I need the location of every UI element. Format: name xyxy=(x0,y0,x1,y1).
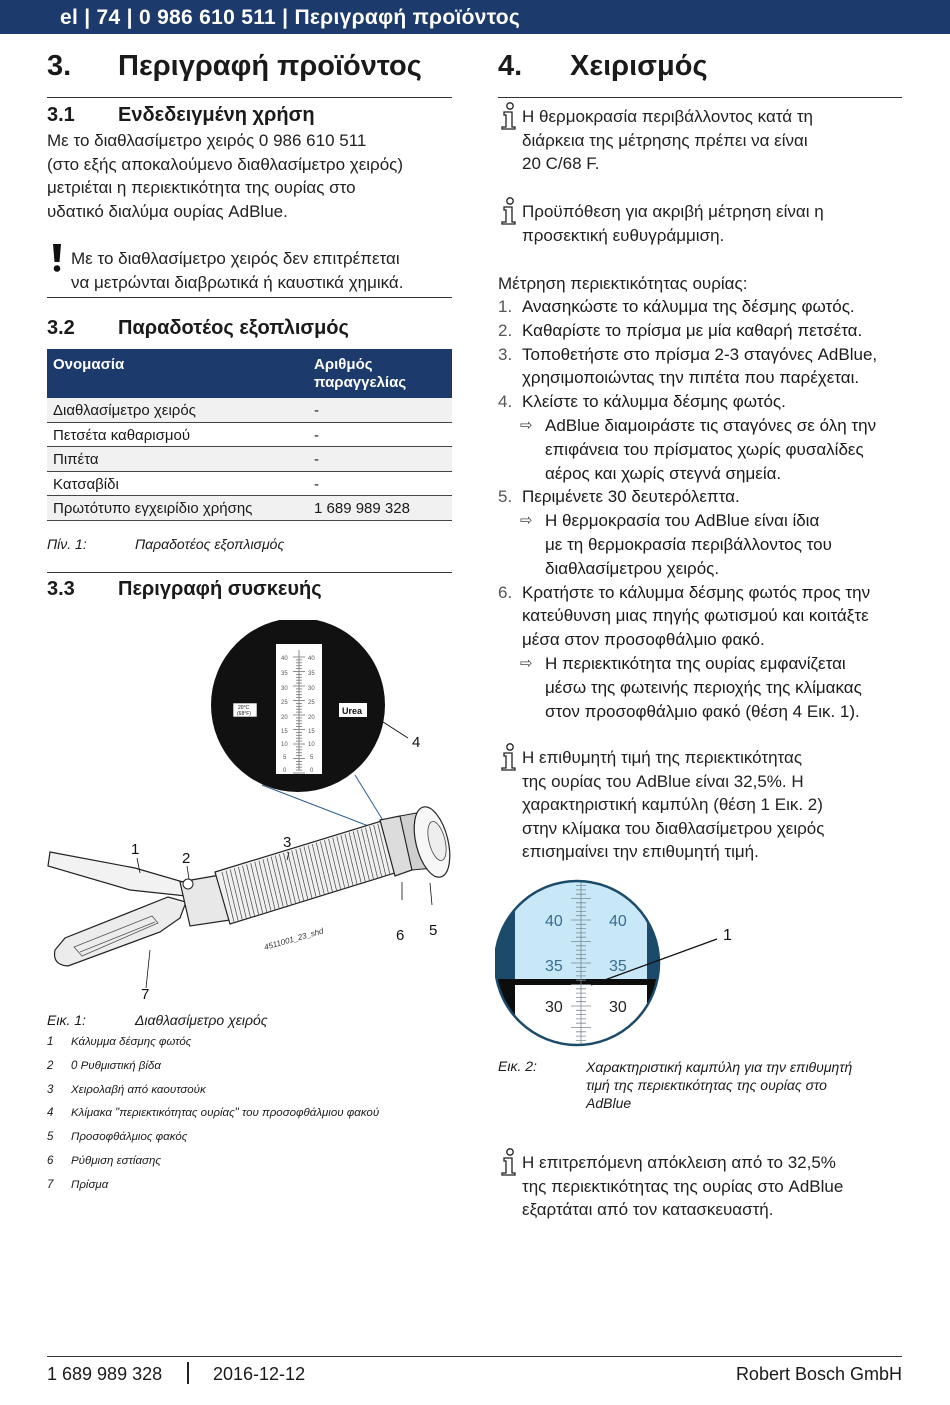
table-header-order-number xyxy=(314,356,406,392)
step-result-continuation xyxy=(498,557,877,581)
note-line: της περιεκτικότητας της ουρίας στο AdBlue xyxy=(522,1176,844,1196)
figure-2-label-40-right: 40 xyxy=(609,913,627,930)
note-line: επισημαίνει την επιθυμητή τιμή. xyxy=(522,842,759,861)
urea-label: Urea xyxy=(342,706,363,716)
table-row xyxy=(47,423,452,448)
warning-line: να μετρώνται διαβρωτικά ή καυστικά χημικά. xyxy=(71,272,404,292)
note-line: χαρακτηριστική καμπύλη (θέση 1 Εικ. 2) xyxy=(522,795,823,814)
step-text: Ανασηκώστε το κάλυμμα της δέσμης φωτός. xyxy=(522,297,855,316)
step-item xyxy=(498,485,877,509)
note-line: διάρκεια της μέτρησης πρέπει να είναι xyxy=(522,130,808,150)
figure-2-label-30-left: 30 xyxy=(545,999,563,1016)
section-3-2-title: Παραδοτέος εξοπλισμός xyxy=(118,317,349,339)
note-line: της ουρίας του AdBlue είναι 32,5%. Η xyxy=(522,771,804,791)
table-row xyxy=(47,496,452,521)
legend-text: 0 Ρυθμιστική βίδα xyxy=(71,1060,161,1072)
note-line: 20 C/68 F. xyxy=(522,154,600,173)
legend-number: 3 xyxy=(47,1084,54,1096)
section-3-rule xyxy=(47,97,452,98)
result-text: με τη θερμοκρασία περιβάλλοντος του xyxy=(545,534,832,554)
figure-1-callout: 1 xyxy=(131,841,140,858)
table-cell-number: - xyxy=(314,475,319,493)
table-cell-name: Κατσαβίδι xyxy=(53,475,119,493)
footer-company: Robert Bosch GmbH xyxy=(735,1364,902,1384)
step-number: 6. xyxy=(498,582,513,602)
step-number: 1. xyxy=(498,297,513,316)
legend-text: Χειρολαβή από καουτσούκ xyxy=(71,1084,206,1096)
table-cell-name: Διαθλασίμετρο χειρός xyxy=(53,402,196,419)
table-row xyxy=(47,398,452,423)
scope-of-delivery-table xyxy=(47,349,452,521)
scale-label-left: 10 xyxy=(281,742,288,748)
step-result-continuation xyxy=(498,700,877,724)
step-item xyxy=(498,581,877,605)
temp-label-celsius: 20°C xyxy=(238,705,250,711)
figure-2-callout: 1 xyxy=(723,927,732,944)
info-icon xyxy=(497,102,517,130)
intended-use-line: (στο εξής αποκαλούμενο διαθλασίμετρο χειρός) xyxy=(47,154,404,174)
legend-text: Πρίσμα xyxy=(71,1179,109,1191)
step-result-continuation xyxy=(498,676,877,700)
step-item xyxy=(498,343,877,367)
step-number: 5. xyxy=(498,487,513,507)
intended-use-line: υδατικό διαλύμα ουρίας AdBlue. xyxy=(47,201,288,221)
legend-number: 2 xyxy=(47,1060,54,1072)
footer-doc-number: 1 689 989 328 xyxy=(47,1364,163,1384)
section-4-title: Χειρισμός xyxy=(570,50,708,82)
table-cell-number: 1 689 989 328 xyxy=(314,500,410,518)
table-cell-number: - xyxy=(314,451,319,469)
scale-label-right: 0 xyxy=(310,768,314,774)
note-line: εξαρτάται από τον κατασκευαστή. xyxy=(522,1200,774,1219)
note-target-value xyxy=(522,746,824,864)
figure-1-code: 4511001_23_shd xyxy=(263,926,325,952)
figure-1-refractometer xyxy=(40,620,460,1005)
step-text: Κλείστε το κάλυμμα δέσμης φωτός. xyxy=(522,392,786,412)
footer-rule xyxy=(47,1356,902,1357)
section-3-2-rule xyxy=(47,572,452,573)
step-result xyxy=(498,509,877,533)
figure-1-callout: 5 xyxy=(429,922,438,939)
scale-label-left: 15 xyxy=(281,729,288,735)
section-3-heading xyxy=(47,50,452,86)
step-number: 2. xyxy=(498,320,513,340)
table-cell-number: - xyxy=(314,426,319,444)
scale-label-right: 35 xyxy=(308,671,315,677)
note-line: Η επιθυμητή τιμή της περιεκτικότητας xyxy=(522,748,803,767)
scale-label-left: 0 xyxy=(283,768,287,774)
section-3-number: 3. xyxy=(47,50,72,82)
scale-label-right: 30 xyxy=(308,686,315,692)
note-temperature xyxy=(522,105,813,176)
step-result xyxy=(498,652,877,676)
warning-line: Με το διαθλασίμετρο χειρός δεν επιτρέπεται xyxy=(71,249,400,268)
scale-label-left: 35 xyxy=(281,671,288,677)
figure-2-label-30-right: 30 xyxy=(609,999,627,1016)
result-arrow-icon: ⇨ xyxy=(520,512,533,530)
figure-1-caption-text: Διαθλασίμετρο χειρός xyxy=(135,1012,268,1028)
scale-label-left: 30 xyxy=(281,686,288,692)
section-4-number: 4. xyxy=(498,50,523,82)
figure-2-label-35-right: 35 xyxy=(609,958,627,975)
table-row xyxy=(47,447,452,472)
figure-1-callout: 7 xyxy=(141,986,150,1003)
figure-2-caption-line: AdBlue xyxy=(586,1095,632,1111)
figure-2-scale-view xyxy=(495,875,750,1055)
figure-2-label-35-left: 35 xyxy=(545,958,563,975)
legend-text: Κάλυμμα δέσμης φωτός xyxy=(71,1036,192,1048)
step-continuation xyxy=(498,628,877,652)
result-text: Η περιεκτικότητα της ουρίας εμφανίζεται xyxy=(545,653,846,673)
step-continuation xyxy=(498,604,877,628)
table-1-caption-label: Πίν. 1: xyxy=(47,536,87,552)
step-number: 4. xyxy=(498,392,513,412)
step-continuation xyxy=(498,366,877,390)
step-text: χρησιμοποιώντας την πιπέτα που παρέχεται. xyxy=(522,368,860,388)
scale-label-left: 5 xyxy=(283,755,287,761)
legend-text: Προσοφθάλμιος φακός xyxy=(71,1131,188,1143)
note-line: Προϋπόθεση για ακριβή μέτρηση είναι η xyxy=(522,202,824,221)
table-header-order-number-line1: Αριθμός xyxy=(314,356,373,373)
section-3-1-heading xyxy=(47,104,315,127)
figure-1-callout: 6 xyxy=(396,927,405,944)
section-3-2-number: 3.2 xyxy=(47,317,75,339)
result-text: Η θερμοκρασία του AdBlue είναι ίδια xyxy=(545,511,820,531)
scale-label-right: 20 xyxy=(308,715,315,721)
legend-number: 1 xyxy=(47,1036,54,1048)
step-text: μέσα στον προσοφθάλμιο φακό. xyxy=(522,630,765,650)
intended-use-line: μετριέται η περιεκτικότητα της ουρίας στο xyxy=(47,178,356,197)
figure-1-callout: 2 xyxy=(182,850,191,867)
legend-text: Ρύθμιση εστίασης xyxy=(71,1155,161,1167)
table-row xyxy=(47,472,452,497)
footer-date: 2016-12-12 xyxy=(213,1364,306,1384)
step-text: Τοποθετήστε στο πρίσμα 2-3 σταγόνες AdBlue, xyxy=(522,344,878,364)
result-text: διαθλασίμετρου χειρός. xyxy=(545,558,720,578)
step-text: Καθαρίστε το πρίσμα με μία καθαρή πετσέτα. xyxy=(522,320,863,340)
page-header-bar xyxy=(0,0,950,34)
figure-2-caption-label: Εικ. 2: xyxy=(498,1058,537,1074)
step-item xyxy=(498,319,877,343)
step-result-continuation xyxy=(498,462,877,486)
scale-label-left: 40 xyxy=(281,656,288,662)
footer-separator xyxy=(187,1362,189,1384)
legend-number: 4 xyxy=(47,1107,54,1119)
section-3-3-heading xyxy=(47,578,322,601)
figure-1-callout: 4 xyxy=(412,734,421,751)
section-4-heading xyxy=(498,50,902,86)
step-text: Περιμένετε 30 δευτερόλεπτα. xyxy=(522,487,740,507)
note-line: προσεκτική ευθυγράμμιση. xyxy=(522,225,725,245)
section-3-1-title: Ενδεδειγμένη χρήση xyxy=(118,104,315,126)
note-alignment xyxy=(522,200,824,247)
figure-1-callout: 3 xyxy=(283,834,292,851)
warning-exclamation-icon xyxy=(50,243,64,273)
scale-label-left: 25 xyxy=(281,700,288,706)
scale-label-right: 5 xyxy=(310,755,314,761)
section-3-2-heading xyxy=(47,317,349,340)
legend-number: 5 xyxy=(47,1131,54,1143)
result-arrow-icon: ⇨ xyxy=(520,654,533,672)
figure-1-caption-label: Εικ. 1: xyxy=(47,1012,86,1028)
note-line: στην κλίμακα του διαθλασίμετρου χειρός xyxy=(522,818,825,838)
step-number: 3. xyxy=(498,344,513,364)
measurement-intro xyxy=(498,272,747,296)
result-text: AdBlue διαμοιράστε τις σταγόνες σε όλη την xyxy=(545,415,877,435)
intended-use-line: Με το διαθλασίμετρο χειρός 0 986 610 511 xyxy=(47,131,367,150)
note-tolerance xyxy=(522,1151,843,1222)
legend-number: 7 xyxy=(47,1179,54,1191)
step-item xyxy=(498,295,877,319)
figure-2-caption-text xyxy=(586,1058,852,1112)
measurement-steps-list xyxy=(498,295,877,723)
table-cell-name: Πιπέτα xyxy=(53,451,99,469)
step-item xyxy=(498,390,877,414)
temp-label-fahrenheit: (68°F) xyxy=(237,711,251,717)
scale-label-left: 20 xyxy=(281,715,288,721)
result-text: μέσω της φωτεινής περιοχής της κλίμακας xyxy=(545,677,862,697)
table-header-row xyxy=(47,349,452,398)
note-line: Η θερμοκρασία περιβάλλοντος κατά τη xyxy=(522,107,813,126)
step-result xyxy=(498,414,877,438)
intended-use-paragraph xyxy=(47,129,403,223)
section-3-1-rule xyxy=(47,297,452,298)
section-3-3-number: 3.3 xyxy=(47,578,75,600)
info-icon xyxy=(497,743,517,771)
warning-paragraph xyxy=(71,247,404,294)
figure-2-caption-line: Χαρακτηριστική καμπύλη για την επιθυμητή xyxy=(586,1059,853,1075)
refractometer-body xyxy=(48,803,456,966)
section-4-rule xyxy=(498,97,902,98)
step-text: κατεύθυνση μιας πηγής φωτισμού και κοιτάξτε xyxy=(522,606,869,626)
info-icon xyxy=(497,1148,517,1176)
section-3-3-title: Περιγραφή συσκευής xyxy=(118,578,322,600)
table-header-designation: Ονομασία xyxy=(53,356,125,373)
result-text: αέρος και χωρίς στεγνά σημεία. xyxy=(545,463,782,483)
step-result-continuation xyxy=(498,533,877,557)
scale-label-right: 40 xyxy=(308,656,315,662)
result-text: στον προσοφθάλμιο φακό (θέση 4 Εικ. 1). xyxy=(545,701,860,721)
figure-2-label-40-left: 40 xyxy=(545,913,563,930)
section-3-1-number: 3.1 xyxy=(47,104,75,126)
result-arrow-icon: ⇨ xyxy=(520,416,533,434)
legend-number: 6 xyxy=(47,1155,54,1167)
table-cell-number: - xyxy=(314,402,319,419)
step-text: Κρατήστε το κάλυμμα δέσμης φωτός προς την xyxy=(522,582,871,602)
table-cell-name: Πετσέτα καθαρισμού xyxy=(53,426,191,444)
measurement-intro-text: Μέτρηση περιεκτικότητας ουρίας: xyxy=(498,274,748,293)
scale-label-right: 15 xyxy=(308,729,315,735)
legend-text: Κλίμακα "περιεκτικότητας ουρίας" του προσοφθάλμιου φακού xyxy=(71,1107,380,1119)
table-1-caption-text: Παραδοτέος εξοπλισμός xyxy=(135,536,285,552)
scale-label-right: 25 xyxy=(308,700,315,706)
figure-2-caption-line: τιμή της περιεκτικότητας της ουρίας στο xyxy=(586,1077,827,1093)
step-result-continuation xyxy=(498,438,877,462)
scale-label-right: 10 xyxy=(308,742,315,748)
note-line: Η επιτρεπόμενη απόκλειση από το 32,5% xyxy=(522,1153,836,1172)
result-text: επιφάνεια του πρίσματος χωρίς φυσαλίδες xyxy=(545,439,864,459)
table-cell-name: Πρωτότυπο εγχειρίδιο χρήσης xyxy=(53,500,253,518)
table-header-order-number-line2: παραγγελίας xyxy=(314,374,407,391)
info-icon xyxy=(497,197,517,225)
page-header-text: el | 74 | 0 986 610 511 | Περιγραφή προϊόντος xyxy=(60,6,521,29)
section-3-title: Περιγραφή προϊόντος xyxy=(118,50,422,82)
